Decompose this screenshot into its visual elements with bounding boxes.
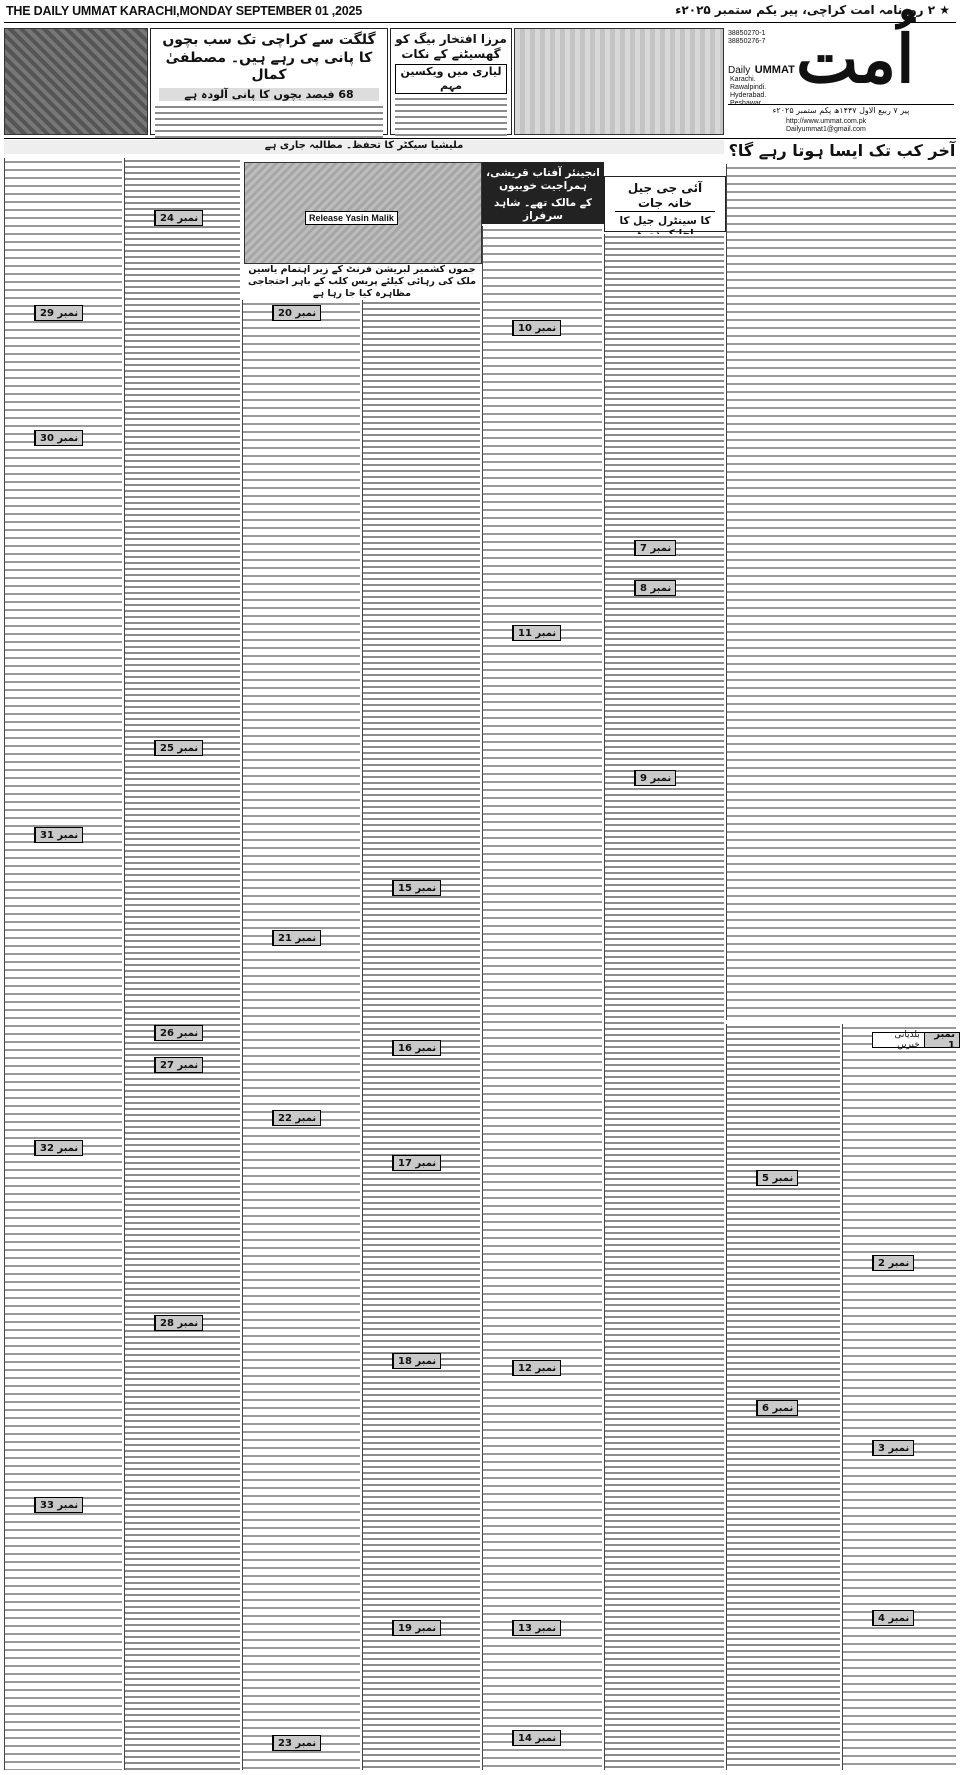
section-tag	[34, 1497, 83, 1513]
kamal-story	[150, 28, 388, 135]
phone-2: 38850276-7	[728, 38, 766, 46]
column-5	[482, 226, 602, 1770]
section-tag	[512, 1620, 561, 1636]
section-tag	[272, 1110, 321, 1126]
protest-banner: Release Yasin Malik	[305, 211, 398, 225]
section-tag-number: نمبر 28	[155, 1316, 202, 1330]
lead-headline: آخر کب تک ایسا ہوتا رہے گا؟	[728, 141, 956, 160]
vaccine-story	[390, 28, 512, 135]
caption-strip: ملیشیا سیکٹر کا تحفظ۔ مطالبہ جاری ہے	[4, 140, 724, 154]
section-tag	[154, 1315, 203, 1331]
column-7	[726, 1024, 840, 1770]
section-tag-number: نمبر 15	[393, 881, 440, 895]
section-tag-number: نمبر 32	[35, 1141, 82, 1155]
logo-daily: Daily	[728, 65, 751, 76]
date-line: پیر ۷ ربیع الاول ۱۴۴۷ھ یکم ستمبر ۲۰۲۵ء	[728, 104, 954, 115]
section-tag	[392, 1620, 441, 1636]
section-tag	[634, 540, 676, 556]
logo-ummat: UMMAT	[754, 64, 795, 76]
protest-photo	[244, 162, 482, 264]
section-tag-number: نمبر 14	[513, 1731, 560, 1745]
column-8	[842, 1024, 956, 1770]
section-tag-number: نمبر 2	[873, 1256, 913, 1270]
section-tag	[272, 1735, 321, 1751]
ceremony-photo	[514, 28, 724, 135]
section-tag-number: نمبر 30	[35, 431, 82, 445]
section-tag-number: نمبر 7	[635, 541, 675, 555]
aftab-subhead: کے مالک تھے۔ شاہد سرفراز	[493, 197, 593, 223]
edition-banner: THE DAILY UMMAT KARACHI,MONDAY SEPTEMBER 01 ,2025	[6, 4, 363, 18]
section-tag	[154, 740, 203, 756]
column-6	[604, 234, 724, 1770]
section-tag-number: نمبر 20	[273, 306, 320, 320]
protest-caption: جموں کشمیر لبریشن فرنٹ کے زیر اہتمام یاسین ملک کی رہائی کیلئے پریس کلب کے باہر احتجاجی مظاہرہ کیا جا رہا ہے	[247, 264, 477, 299]
section-tag	[154, 1025, 203, 1041]
website: http://www.ummat.com.pk	[786, 118, 867, 125]
section-tag-number: نمبر 18	[393, 1354, 440, 1368]
edition-banner-urdu: ★ ۲ روزنامہ امت کراچی، پیر یکم ستمبر ۲۰۲۵ء	[675, 3, 950, 17]
aig-box	[604, 176, 726, 232]
section-tag-number: نمبر 13	[513, 1621, 560, 1635]
section-tag	[512, 625, 561, 641]
section-tag	[634, 580, 676, 596]
column-3	[242, 300, 360, 1770]
section-tag	[392, 1040, 441, 1056]
section-tag-label: بلدیاتی خبریں	[894, 1030, 920, 1050]
section-tag	[34, 430, 83, 446]
city-karachi: Karachi.	[730, 76, 756, 83]
aig-subhead: کا سینٹرل جیل کا	[619, 215, 711, 227]
section-tag-number: نمبر 25	[155, 741, 202, 755]
email: Dailyummat1@gmail.com	[786, 126, 866, 133]
section-tag	[756, 1400, 798, 1416]
section-tag	[392, 1353, 441, 1369]
section-tag-number: نمبر 16	[393, 1041, 440, 1055]
section-tag-number: نمبر 27	[155, 1058, 202, 1072]
section-tag-number: نمبر 4	[873, 1611, 913, 1625]
section-tag	[872, 1255, 914, 1271]
section-tag-number: نمبر 11	[513, 626, 560, 640]
section-tag-number: نمبر 23	[273, 1736, 320, 1750]
kamal-subhead: 68 فیصد بچوں کا پانی آلودہ ہے	[159, 88, 379, 102]
section-tag-number: نمبر 24	[155, 211, 202, 225]
section-tag	[34, 827, 83, 843]
section-tag	[34, 1140, 83, 1156]
section-tag	[872, 1610, 914, 1626]
column-1	[4, 158, 122, 1770]
aig-headline: آئی جی جیل خانہ جات	[615, 177, 715, 212]
masthead-rule	[4, 138, 956, 139]
section-tag	[512, 320, 561, 336]
section-tag	[756, 1170, 798, 1186]
section-tag-number: نمبر 12	[513, 1361, 560, 1375]
section-tag-number: نمبر 9	[635, 771, 675, 785]
section-tag	[872, 1029, 960, 1051]
section-tag-number: نمبر 22	[273, 1111, 320, 1125]
section-tag-number: نمبر 31	[35, 828, 82, 842]
section-tag	[272, 930, 321, 946]
city-rawalpindi: Rawalpindi.	[730, 84, 767, 92]
city-peshawar: Peshawar.	[730, 100, 763, 108]
kamal-headline: گلگت سے کراچی تک سب بچوں کا پانی پی رہے ہیں۔ مصطفیٰ کمال	[162, 32, 376, 83]
logo-urdu: اُمت	[796, 20, 915, 98]
section-tag	[392, 880, 441, 896]
city-hyderabad: Hyderabad.	[730, 92, 767, 100]
section-tag-number: نمبر 3	[873, 1441, 913, 1455]
aftab-box	[482, 162, 604, 224]
section-tag-number: نمبر 21	[273, 931, 320, 945]
section-tag-number: نمبر 33	[35, 1498, 82, 1512]
section-tag-number: نمبر 26	[155, 1026, 202, 1040]
section-tag-number: نمبر 19	[393, 1621, 440, 1635]
masthead-logo	[726, 20, 956, 136]
section-tag	[512, 1360, 561, 1376]
vaccine-headline: مرزا افتخار بیگ کو گھسیٹنے کے نکات	[395, 32, 507, 61]
section-tag	[154, 1057, 203, 1073]
section-tag	[154, 210, 203, 226]
section-tag	[272, 305, 321, 321]
aftab-headline: انجینئر آفتاب قریشی، ہمراجیت خوبیوں	[486, 167, 600, 193]
lead-story-body	[726, 164, 956, 1020]
section-tag-number: نمبر 5	[757, 1171, 797, 1185]
column-2	[124, 158, 240, 1770]
section-tag	[872, 1440, 914, 1456]
section-tag-number: نمبر 6	[757, 1401, 797, 1415]
police-photo	[4, 28, 148, 135]
section-tag	[634, 770, 676, 786]
section-tag-number: نمبر 1	[924, 1033, 959, 1047]
section-tag	[512, 1730, 561, 1746]
section-tag-number: نمبر 10	[513, 321, 560, 335]
column-4	[362, 300, 480, 1770]
vaccine-subhead: لیاری میں ویکسین مہم	[395, 64, 507, 94]
section-tag-number: نمبر 29	[35, 306, 82, 320]
vaccine-body	[395, 96, 507, 142]
phone-1: 38850270-1	[728, 30, 766, 37]
section-tag-number: نمبر 17	[393, 1156, 440, 1170]
section-tag	[392, 1155, 441, 1171]
section-tag-number: نمبر 8	[635, 581, 675, 595]
contact-block	[728, 30, 782, 46]
section-tag	[34, 305, 83, 321]
